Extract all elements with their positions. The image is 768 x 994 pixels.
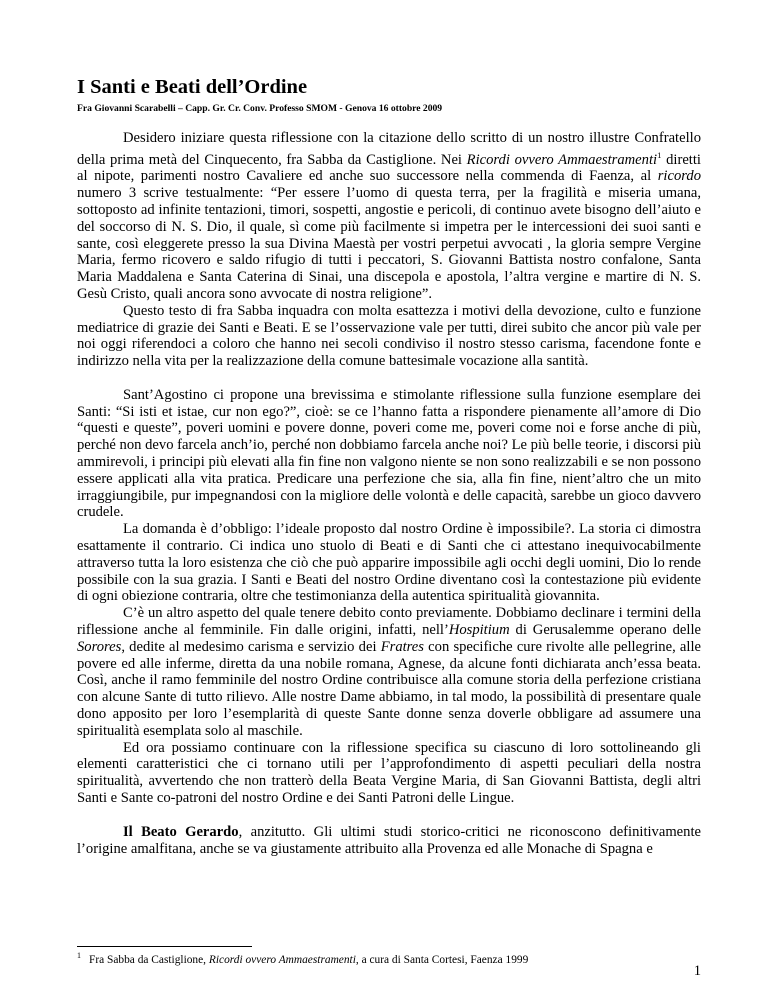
footnote-number: 1: [77, 951, 81, 960]
paragraph-2: Questo testo di fra Sabba inquadra con molta esattezza i motivi della devozione, culto e funzione mediatrice di grazie dei Santi e Beati. E se l’osservazione vale per tutti, direi subito che ancor più vale per noi oggi riferendoci a coloro che hanno nei secoli condiviso il nostro stesso carisma, facendone fonte e indirizzo nella vita per la realizzazione della comune battesimale vocazione alla santità.: [77, 302, 701, 370]
paragraph-6: Ed ora possiamo continuare con la riflessione specifica su ciascuno di loro sottolineando gli elementi caratteristici che ci tornano utili per l’approfondimento di aspetti peculiari della nostra spiritualità, avvertendo che non tratterò della Beata Vergine Maria, di San Giovanni Battista, degli altri Santi e Sante co-patroni del nostro Ordine e dei Santi Patroni delle Lingue.: [77, 739, 701, 806]
paragraph-5: C’è un altro aspetto del quale tenere debito conto previamente. Dobbiamo declinare i termini della riflessione anche al femminile. Fin dalle origini, infatti, nell’Hospitium di Gerusalemme operano delle Sorores, dedite al medesimo carisma e servizio dei Fratres con specifiche cure rivolte alle pellegrine, alle povere ed alle inferme, diretta da una nobile romana, Agnese, da alcune fonti dichiarata anch’essa beata. Così, anche il ramo femminile del nostro Ordine contribuisce alla comune storia della perfezione cristiana con alcune Sante di tutto rilievo. Alle nostre Dame abbiamo, in tal modo, la possibilità di presentare quale dono apposito per loro l’esemplarità di queste Sante donne senza doverle obbligare ad assumere una spiritualità esemplata solo al maschile.: [77, 605, 701, 739]
book-title-italic: Ricordi ovvero Ammaestramenti: [466, 151, 658, 168]
paragraph-1: Desidero iniziare questa riflessione con la citazione dello scritto di un nostro illustre Confratello della prima metà del Cinquecento, fra Sabba da Castiglione. Nei Ricordi ovvero Ammaestramenti$^1$ diretti al nipote, parimenti nostro Cavaliere ed anche suo successore nella commenda di Faenza, al ricordo numero 3 scrive testualmente: “Per essere l’uomo di questa terra, per la fragilità e miseria umana, sottoposto ad infinite tentazioni, timori, sospetti, angostie e pericoli, di continuo avete bisogno dell’aiuto e del soccorso di N. S. Dio, il quale, sì come più facilmente si impetra per le intercessioni dei suoi santi e sante, così eleggerete presso la sua Divina Maestà per vostri perpetui avvocati , la gloria sempre Vergine Maria, fermo ricovero e saldo rifugio di tutti i peccatori, S. Giovanni Battista nostro confalone, Santa Maria Maddalena e Santa Caterina di Sinai, una discepola e apostola, l’altra vergine e martire di N. S. Gesù Cristo, quali ancora sono avvocate di nostra religione”.: [77, 130, 701, 303]
document-title: I Santi e Beati dell’Ordine: [77, 76, 308, 98]
footnote-separator: [77, 946, 252, 947]
paragraph-4: La domanda è d’obbligo: l’ideale proposto dal nostro Ordine è impossibile?. La storia ci dimostra esattamente il contrario. Ci indica uno stuolo di Beati e di Santi che ci attestano inequivocabilmente attraverso tutta la loro esistenza che ciò che può apparire impossibile agli occhi degli uomini, Dio lo rende possibile con la sua grazia. I Santi e Beati del nostro Ordine diventano così la contestazione più evidente di ogni obiezione contraria, oltre che testimonianza della autentica spiritualità giovannita.: [77, 521, 701, 605]
document-body: [77, 130, 701, 858]
page-number: 1: [693, 963, 701, 979]
section-heading-inline: Il Beato Gerardo: [123, 824, 239, 841]
paragraph-3: Sant’Agostino ci propone una brevissima e stimolante riflessione sulla funzione esemplare dei Santi: “Si isti et istae, cur non ego?”, cioè: se ce l’hanno fatta a rispondere pienamente all’amore di Dio “questi e queste”, poveri uomini e povere donne, poveri come me, poveri come noi e forse anche di più, perché non devo farcela anch’io, perché non dobbiamo farcela anche noi? Le più belle teorie, i discorsi più ammirevoli, i principi più elevati alla fin fine non valgono niente se non sono realizzabili e se non possono essere applicati alla vita pratica. Predicare una perfezione che sia, alla fin fine, nient’altro che un mito irraggiungibile, pur impegnandosi con la migliore delle volontà e delle capacità, sarebbe un gioco davvero crudele.: [77, 386, 701, 521]
footnote-reference[interactable]: 1: [657, 149, 662, 160]
footnote: $^1$ Fra Sabba da Castiglione, Ricordi ovvero Ammaestramenti, a cura di Santa Cortesi, Faenza 1999: [77, 951, 529, 966]
paragraph-7: Il Beato Gerardo, anzitutto. Gli ultimi studi storico-critici ne riconoscono definitivamente l’origine amalfitana, anche se va giustamente attribuito alla Provenza ed alle Monache di Spagna e: [77, 824, 701, 858]
author-line: Fra Giovanni Scarabelli – Capp. Gr. Cr. Conv. Professo SMOM - Genova 16 ottobre 2009: [77, 103, 443, 114]
